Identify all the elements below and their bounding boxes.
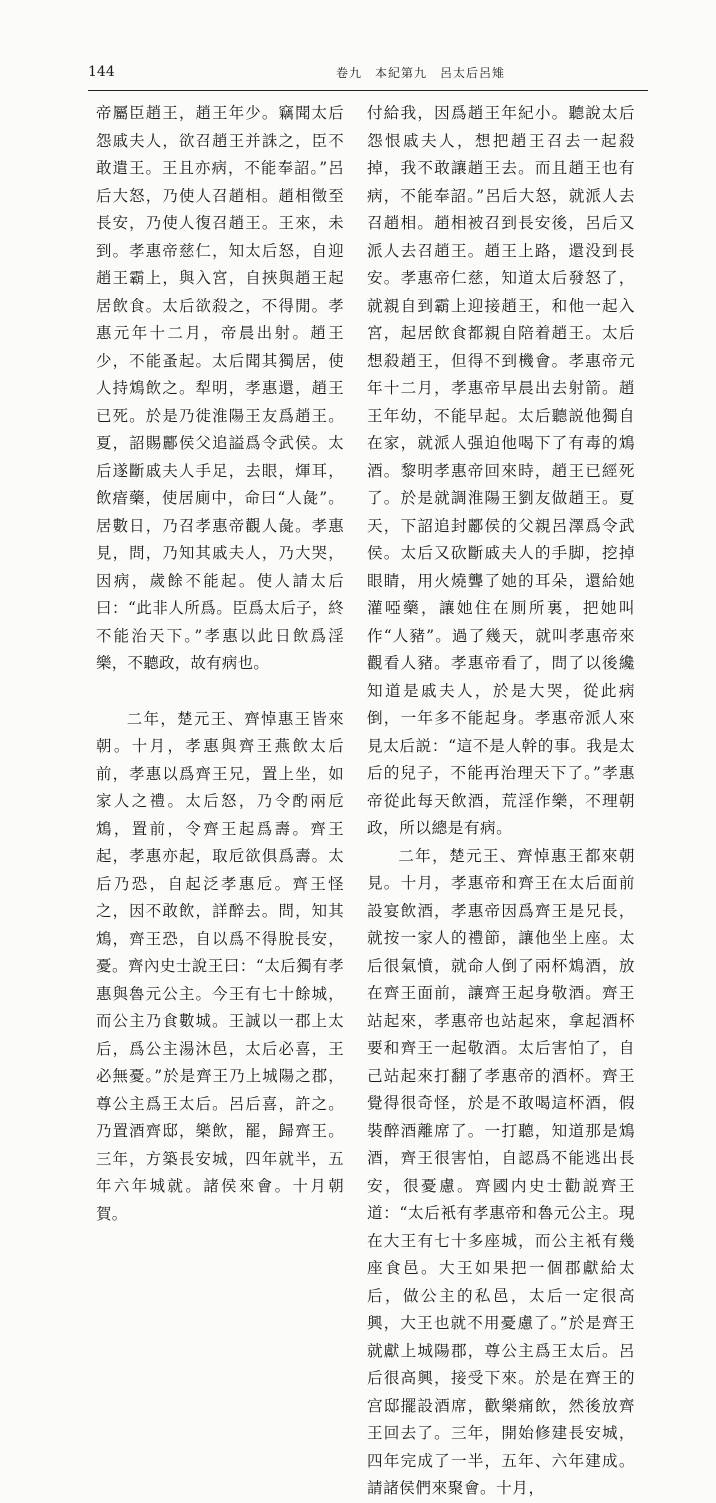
classical-paragraph-1: 帝屬臣趙王，趙王年少。竊聞太后怨戚夫人，欲召趙王并誅之，臣不敢遣王。王且亦病，不能奉詔。”呂后大怒，乃使人召趙相。趙相徵至長安，乃使人復召趙王。王來，未到。孝惠帝慈仁，知太后怒，自迎趙王霸上，與入宮，自挾與趙王起居飲食。太后欲殺之，不得閒。孝惠元年十二月，帝晨出射。趙王少，不能蚤起。太后聞其獨居，使人持鴆飲之。犁明，孝惠還，趙王已死。於是乃徙淮陽王友爲趙王。夏，詔賜酈侯父追謚爲令武侯。太后遂斷戚夫人手足，去眼，煇耳，飲瘖藥，使居廁中，命曰“人彘”。居數日，乃召孝惠帝觀人彘。孝惠見，問，乃知其戚夫人，乃大哭，因病，歲餘不能起。使人請太后曰：“此非人所爲。臣爲太后子，終不能治天下。”孝惠以此日飲爲淫樂，不聽政，故有病也。 [96,104,344,672]
running-title: 卷九 本紀第九 呂太后呂雉 [336,66,506,80]
header-rule [88,90,648,91]
translation-paragraph-2: 二年，楚元王、齊悼惠王都來朝見。十月，孝惠帝和齊王在太后面前設宴飲酒，孝惠帝因爲齊王是兄長，就按一家人的禮節，讓他坐上座。太后很氣憤，就命人倒了兩杯鴆酒，放在齊王面前，讓齊王起身敬酒。齊王站起來，孝惠帝也站起來，拿起酒杯要和齊王一起敬酒。太后害怕了，自己站起來打翻了孝惠帝的酒杯。齊王覺得很奇怪，於是不敢喝這杯酒，假裝醉酒離席了。一打聽，知道那是鴆酒，齊王很害怕，自認爲不能逃出長安，很憂慮。齊國内史士勸説齊王道：“太后衹有孝惠帝和魯元公主。現在大王有七十多座城，而公主衹有幾座食邑。大王如果把一個郡獻給太后，做公主的私邑，太后一定很高興，大王也就不用憂慮了。”於是齊王就獻上城陽郡，尊公主爲王太后。呂后很高興，接受下來。於是在齊王的宫邸擺設酒席，歡樂痛飲，然後放齊王回去了。三年，開始修建長安城，四年完成了一半，五年、六年建成。請諸侯們來聚會。十月， [367,846,635,1497]
paragraph-gap [96,678,344,706]
page-number: 144 [88,64,115,80]
translation-column [367,100,635,1503]
classical-text-column [96,100,344,1228]
classical-paragraph-2: 二年，楚元王、齊悼惠王皆來朝。十月，孝惠與齊王燕飲太后前，孝惠以爲齊王兄，置上坐，如家人之禮。太后怒，乃令酌兩卮鴆，置前，令齊王起爲壽。齊王起，孝惠亦起，取卮欲俱爲壽。太后乃恐，自起泛孝惠卮。齊王怪之，因不敢飲，詳醉去。問，知其鴆，齊王恐，自以爲不得脫長安，憂。齊內史士說王曰：“太后獨有孝惠與魯元公主。今王有七十餘城，而公主乃食數城。王誠以一郡上太后，爲公主湯沐邑，太后必喜，王必無憂。”於是齊王乃上城陽之郡，尊公主爲王太后。呂后喜，許之。乃置酒齊邸，樂飲，罷，歸齊王。三年，方築長安城，四年就半，五年六年城就。諸侯來會。十月朝賀。 [96,709,344,1223]
translation-paragraph-1: 付給我，因爲趙王年紀小。聽說太后怨恨戚夫人，想把趙王召去一起殺掉，我不敢讓趙王去。而且趙王也有病，不能奉詔。”呂后大怒，就派人去召趙相。趙相被召到長安後，呂后又派人去召趙王。趙王上路，還没到長安。孝惠帝仁慈，知道太后發怒了，就親自到霸上迎接趙王，和他一起入宮，起居飲食都親自陪着趙王。太后想殺趙王，但得不到機會。孝惠帝元年十二月，孝惠帝早晨出去射箭。趙王年幼，不能早起。太后聽説他獨自在家，就派人强迫他喝下了有毒的鴆酒。黎明孝惠帝回來時，趙王已經死了。於是就調淮陽王劉友做趙王。夏天，下詔追封酈侯的父親呂澤爲令武侯。太后又砍斷戚夫人的手脚，挖掉眼睛，用火燒聾了她的耳朵，還給她灌啞藥，讓她住在厠所裏，把她叫作“人豬”。過了幾天，就叫孝惠帝來觀看人豬。孝惠帝看了，問了以後纔知道是戚夫人，於是大哭，從此病倒，一年多不能起身。孝惠帝派人來見太后説：“這不是人幹的事。我是太后的兒子，不能再治理天下了。”孝惠帝從此每天飲酒，荒淫作樂，不理朝政，所以總是有病。 [367,104,635,837]
page-header [88,62,648,86]
